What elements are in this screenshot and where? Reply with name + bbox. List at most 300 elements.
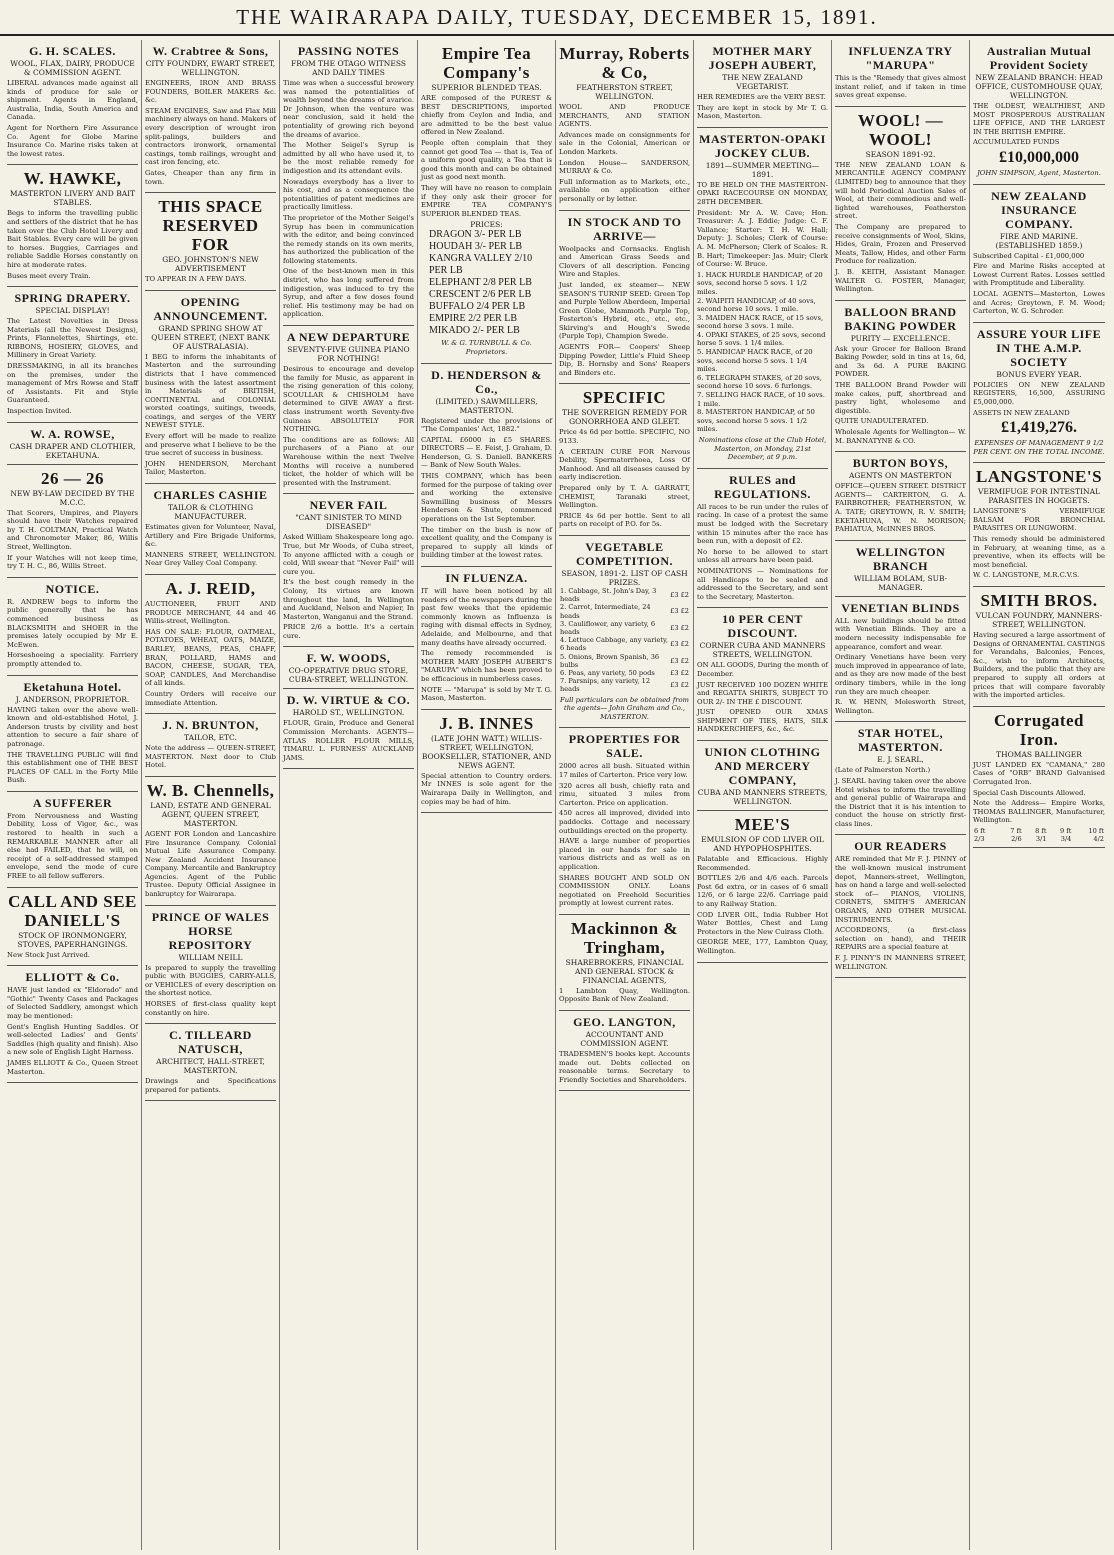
advertisement [835,301,966,453]
ad-subtitle: NEW ZEALAND BRANCH: HEAD OFFICE, CUSTOMHOUSE QUAY, WELLINGTON. [975,73,1103,100]
ad-paragraph: Price 4s 6d per bottle. SPECIFIC, NO 9133. [559,428,690,446]
advertisement [145,777,276,906]
advertisement [835,722,966,835]
ad-subtitle: (LIMITED.) SAWMILLERS, MASTERTON. [435,396,538,415]
price-line: HOUDAH 3/- PER LB [429,241,523,253]
ad-title: OPENING ANNOUNCEMENT. [153,294,268,323]
ad-paragraph: JUST LANDED EX "CAMANA," 280 Cases of "ORB" BRAND Galvanised Corrugated Iron. [973,760,1105,786]
ad-subtitle: WILLIAM BOLAM, SUB-MANAGER. [853,573,948,592]
ad-subtitle: WOOL, FLAX, DAIRY, PRODUCE & COMMISSION AGENT. [10,59,135,77]
table-cell: 10 ft [1088,826,1104,835]
ad-footer: Full particulars can be obtained from the agents— John Graham and Co., MASTERTON. [559,695,689,721]
ad-paragraph: The timber on the bush is now of excellent quality, and the Company is prepared to supply all kinds of building timber at the lowest rates. [421,525,552,560]
price-table [559,587,690,694]
ad-title: BURTON BOYS, [852,456,949,471]
price-table [973,827,1105,843]
ad-paragraph: JOHN HENDERSON, Merchant Tailor, Masterton. [145,459,276,477]
ad-paragraph: NOMINATIONS — Nominations for all Handicaps to be sealed and addressed to the Secretary, and sent to the Secretary, Masterton. [697,566,828,601]
ad-title: RULES and REGULATIONS. [714,472,811,501]
table-cell: 9 ft [1059,826,1072,835]
ad-paragraph: HAVE just landed ex "Eldorado" and "Gothic" Twenty Cases and Packages of Selected Saddlery, amongst which may be mentioned: [7,986,138,1020]
ad-title: PASSING NOTES [297,44,400,58]
ad-paragraph: The Latest Novelties in Dress Materials (all the Newest Designs), Prints, Flannelettes, Shirtings, etc. RIBBONS, HOSIERY, GLOVES, and Millinery in Great Variety. [7,317,138,360]
newspaper-columns [4,40,1110,1550]
ad-paragraph: MANNERS STREET, WELLINGTON. Near Grey Valley Coal Company. [145,550,276,568]
ad-paragraph: They will have no reason to complain if they only ask their grocer for EMPIRE TEA COMPANY'S SUPERIOR BLENDED TEAS. [421,183,552,218]
ad-paragraph: ON ALL GOODS, During the month of December. [697,661,828,678]
ad-footer: Nominations close at the Club Hotel, Masterton, on Monday, 21st December, at 9 p.m. [698,436,827,462]
table-cell: 6 ft [974,826,986,835]
ad-paragraph: This is the "Remedy that gives almost instant relief, and if taken in time saves great expense. [835,74,966,100]
ad-paragraph: CAPITAL £6000 in £5 SHARES. DIRECTORS — E. Feist, J. Graham, D. Henderson, G. S. Daniell. BANKERS — Bank of New South Wales. [421,435,552,470]
advertisement [835,452,966,541]
advertisement [7,40,138,165]
ad-subtitle: CITY FOUNDRY, EWART STREET, WELLINGTON. [145,59,276,77]
ad-paragraph: F. J. PINNY'S IN MANNERS STREET, WELLINGTON. [835,954,966,971]
advertisement [145,906,276,1025]
ad-title: Empire Tea Company's [441,44,532,82]
column-4 [418,40,556,1550]
ad-paragraph: TO APPEAR IN A FEW DAYS. [145,275,247,284]
masthead: THE WAIRARAPA DAILY, TUESDAY, DECEMBER 15, 1891. [0,0,1114,36]
ad-title: ASSURE YOUR LIFE IN THE A.M.P. SOCIETY [976,326,1102,369]
ad-paragraph: Drawings and Specifications prepared for patients. [145,1077,276,1094]
ad-paragraph: GEORGE MEE, 177, Lambton Quay, Wellington. [697,938,828,955]
advertisement [559,728,690,915]
ad-title: UNION CLOTHING AND MERCERY COMPANY, [704,745,821,788]
ad-title: A NEW DEPARTURE [286,330,411,345]
table-cell: 7 ft [1010,826,1022,835]
ad-title: GEO. LANGTON, [573,1015,676,1030]
table-cell: 4. Lettuce Cabbage, any variety, 6 heads [560,636,668,653]
ad-title: Eketahuna Hotel. [23,679,122,694]
ad-title: A SUFFERER [32,795,113,810]
ad-paragraph: NOTE — "Marupa" is sold by Mr T. G. Mason, Masterton. [421,685,552,703]
ad-title: A. J. REID, [165,579,256,598]
table-row [973,827,1105,835]
ad-paragraph: Just landed, ex steamer— NEW SEASON'S TURNIP SEED: Green Top and Purple Yellow Aberdeen, Imperial Green Globe, Mammoth Purple Top, Fosterton's Hybrid, etc., etc., etc., Skirving's and Hough's Swede (Purple Top), Champion Swede. [559,280,690,341]
ad-title: PRINCE OF WALES HORSE REPOSITORY [151,909,270,952]
price-line: DRAGON 3/- PER LB [429,229,522,241]
ad-paragraph: TRADESMEN'S books kept. Accounts made out. Debts collected on reasonable terms. Secretary to Friendly Societies and Shareholders. [559,1050,690,1084]
ad-subtitle: CASH DRAPER AND CLOTHIER, EKETAHUNA. [9,441,136,460]
price-line: KANGRA VALLEY 2/10 PER LB [429,253,533,277]
ad-paragraph: (Late of Palmerston North.) [835,766,931,775]
ad-paragraph: New Stock Just Arrived. [7,950,90,959]
ad-paragraph: J. B. KEITH, Assistant Manager. WALTER G. FOSTER, Manager, Wellington. [835,267,966,294]
ad-title: SPECIFIC [582,388,667,408]
ad-title: W. Crabtree & Sons, [152,44,269,58]
ad-subtitle: GRAND SPRING SHOW AT QUEEN STREET, (NEXT BANK OF AUSTRALASIA). [151,323,270,351]
ad-paragraph: A CERTAIN CURE FOR Nervous Debility, Spermatorrhoea, Loss Of Manhood. And all diseases caused by early indiscretion. [559,447,690,482]
ad-subtitle: TAILOR, ETC. [184,733,237,743]
ad-paragraph: SHARES BOUGHT AND SOLD ON COMMISSION ONLY. Loans negotiated on Freehold Securities promptly at lowest current rates. [559,873,690,908]
ad-subtitle: ACCOUNTANT AND COMMISSION AGENT. [580,1030,669,1049]
advertisement [283,40,414,326]
advertisement [973,40,1105,185]
ad-subtitle: PURITY — EXCELLENCE. [850,333,951,343]
ad-title: VEGETABLE COMPETITION. [575,539,673,568]
advertisement [697,741,828,811]
ad-subtitle: BONUS EVERY YEAR. [996,369,1082,379]
ad-title: MOTHER MARY JOSEPH AUBERT, [708,44,817,72]
ad-subtitle: THE SOVEREIGN REMEDY FOR GONORRHOEA AND GLEET. [561,408,688,427]
ad-paragraph: LOCAL AGENTS—Masterton, Lowes and Acres; Greytown, F. M. Wood; Carterton, W. G. Schroder. [973,289,1105,316]
table-cell: £2 [680,669,689,677]
ad-subtitle: FIRE AND MARINE. (ESTABLISHED 1859.) [995,231,1083,250]
advertisement [697,469,828,609]
column-8 [970,40,1108,1550]
table-row [559,669,690,677]
table-row [559,620,690,636]
ad-title: SPRING DRAPERY. [14,291,131,306]
ad-title: NEVER FAIL [309,498,388,513]
table-cell: £3 [670,640,679,649]
ad-paragraph: THE NEW ZEALAND LOAN & MERCANTILE AGENCY COMPANY (LIMITED) beg to announce that they will hold Periodical Auction Sales of Wool, at their commodious and well-lighted warehouses, Featherston street. [835,160,966,221]
ad-title: PROPERTIES FOR SALE. [568,732,681,761]
ad-paragraph: THIS COMPANY, which has been formed for the purpose of taking over and working the extensive Sawmilling business of Messrs Henderson & Shute, commenced operations on the 1st September. [421,472,552,524]
table-cell: £3 [670,623,679,632]
ad-paragraph: Time was when a successful brewery was named the potentialities of wealth beyond the dreams of avarice. Dr Johnson, when the venture was near conclusion, said it held the potentiality of growing rich beyond the dreams of avarice. [283,79,414,139]
price-line: ELEPHANT 2/8 PER LB [429,277,532,289]
advertisement [283,647,414,689]
ad-title: VENETIAN BLINDS [841,600,960,615]
ad-paragraph: QUITE UNADULTERATED. [835,417,929,426]
ad-paragraph: Note the address — QUEEN-STREET, MASTERTON. Next door to Club Hotel. [145,744,276,770]
ad-paragraph: PRICE 2/6 a bottle. It's a certain cure. [283,623,414,640]
ad-paragraph: Gates, Cheaper than any firm in town. [145,168,276,186]
ad-paragraph: HAVE a large number of properties placed in our hands for sale in various districts and as well as on application. [559,837,690,871]
ad-title: W. HAWKE, [23,169,122,189]
advertisement [283,326,414,494]
ad-paragraph: This remedy should be administered in February, at weaning time, as a preventive, when its effects will be most beneficial. [973,535,1105,569]
ad-paragraph: Having secured a large assortment of Designs of ORNAMENTAL CASTINGS for Verandahs, Balconies, Fences, &c., wish to inform Architects, Builders, and the public that they are prepared to supply all orders at prices that will compare favorably with the imported articles. [973,631,1105,700]
ad-paragraph: The proprietor of the Mother Seigel's Syrup has been in communication with the editor, and being convinced the remedy stands on its own merits, has authorized the publication of the following statements. [283,213,414,265]
advertisement [697,128,828,469]
ad-paragraph: J. SEARL having taken over the above Hotel wishes to inform the travelling and general public of Wairarapa and the District that it is his intention to conduct the house on strictly first-class lines. [835,776,966,828]
ad-paragraph: Begs to inform the travelling public and settlers of the district that he has taken over the Club Hotel Livery and Bait Stables. Every care will be given to horses. Buggies, Carriages and reliable Saddle Horses constantly on hire at moderate rates. [7,209,138,269]
table-cell: £2 [680,591,689,600]
advertisement [7,888,138,967]
table-cell: 2/3 [974,835,985,844]
ad-title: F. W. WOODS, [306,651,391,666]
advertisement [697,811,828,963]
column-5 [556,40,694,1550]
ad-paragraph: W. C. LANGSTONE, M.R.C.V.S. [973,571,1080,580]
race-item: 2. WAIPITI HANDICAP, of 40 sovs, second horse 10 sovs. 1 mile. [697,296,816,314]
column-1 [4,40,142,1550]
table-row [973,835,1105,843]
ad-paragraph: Every effort will be made to realize and preserve what I believe to be the true secret of success in business. [145,432,276,458]
ad-paragraph: People often complain that they cannot get good Tea — that is, Tea of a uniform good quality, a Tea that is good this month and can be obtained just as good next month. [421,138,552,182]
ad-footer: EXPENSES OF MANAGEMENT 9 1/2 PER CENT. ON THE TOTAL INCOME. [973,439,1105,456]
table-cell: 3/4 [1060,835,1072,844]
price-line: EMPIRE 2/2 PER LB [429,313,518,325]
ad-paragraph: Ask your Grocer for Balloon Brand Baking Powder, sold in tins at 1s, 6d, and 3s 6d. A PURE BAKING POWDER. [835,344,966,379]
ad-subtitle: THE NEW ZEALAND VEGETARIST. [722,73,803,91]
advertisement [145,575,276,714]
ad-subtitle: STOCK OF IRONMONGERY, STOVES, PAPERHANGINGS. [17,930,128,949]
ad-paragraph: HAS ON SALE: FLOUR, OATMEAL, POTATOES, WHEAT, OATS, MAIZE, BARLEY, BEANS, PEAS, CHAFF, BRAN, POLLARD, HAMS and BACON, CHEESE, SUGAR, TEA, SOAP, CANDLES, And Merchandise of all kinds. [145,627,276,688]
ad-title: OUR READERS [854,839,947,854]
ad-paragraph: DRESSMAKING, in all its branches on the premises, under the management of Mrs Rowse and Staff of Assistants. Fit and Style Guaranteed. [7,362,138,405]
ad-subtitle: CORNER CUBA AND MANNERS STREETS, WELLINGTON. [699,641,826,660]
ad-title: G. H. SCALES. [29,44,116,58]
advertisement [421,40,552,364]
ad-paragraph: LANGSTONE'S VERMIFUGE BALSAM FOR BRONCHIAL PARASITES OR LUNGWORM. [973,507,1105,533]
ad-subtitle: SUPERIOR BLENDED TEAS. [431,83,542,92]
ad-title: CALL AND SEE DANIELL'S [8,891,137,930]
ad-paragraph: POLICIES ON NEW ZEALAND REGISTERS, 16,500, ASSURING £5,000,000. [973,380,1105,406]
race-item: 3. MAIDEN HACK RACE, of 15 sovs, second horse 3 sovs. 1 mile. [697,313,824,331]
table-cell: £2 [680,623,689,632]
ad-paragraph: BOTTLES 2/6 and 4/6 each. Parcels Post 6d extra, or in cases of 6 small 12/6, or 6 large 22/6. Carriage paid to any Railway Station. [697,874,828,909]
ad-title: BALLOON BRAND BAKING POWDER [844,304,957,333]
ad-title: J. N. BRUNTON, [162,718,259,733]
ad-subtitle: (LATE JOHN WATT.) WILLIS-STREET, WELLINGTON, BOOKSELLER, STATIONER, AND NEWS AGENT. [421,733,552,770]
ad-title: MEE'S [734,815,791,835]
ad-title: 26 — 26 [41,468,104,488]
ad-title: WOOL! — WOOL! [857,110,944,149]
ad-paragraph: THE OLDEST, WEALTHIEST, AND MOST PROSPEROUS AUSTRALIAN LIFE OFFICE, AND THE LARGEST IN THE BRITISH EMPIRE. [973,102,1105,136]
table-cell: £2 [680,681,689,690]
ad-paragraph: Inspection Invited. [7,407,72,416]
advertisement [973,185,1105,323]
advertisement [7,165,138,287]
ad-paragraph: JUST OPENED OUR XMAS SHIPMENT OF TIES, HATS, SILK HANDKERCHIEFS, &c., &c. [697,708,828,734]
ad-subtitle: SHAREBROKERS, FINANCIAL AND GENERAL STOCK & FINANCIAL AGENTS, [565,957,684,985]
ad-paragraph: 2000 acres all bush. Situated within 17 miles of Carterton. Price very low. [559,762,690,779]
ad-paragraph: Registered under the provisions of "The Companies' Act, 1882." [421,416,552,434]
ad-title: WELLINGTON BRANCH [855,544,946,573]
ad-subtitle: VERMIFUGE FOR INTESTINAL PARASITES IN HOGGETS. [977,487,1100,506]
ad-paragraph: Special attention to Country orders. Mr INNES is sole agent for the Wairarapa Daily in Wellington, and copies may be had of him. [421,771,552,806]
advertisement [145,193,276,291]
ad-title: J. B. INNES [439,713,534,733]
price-line: MIKADO 2/- PER LB [429,325,520,337]
advertisement [283,689,414,769]
ad-paragraph: ASSETS IN NEW ZEALAND [973,408,1070,417]
race-item: 1. HACK HURDLE HANDICAP, of 20 sovs, second horse 5 sovs. 1 1/2 miles. [697,270,823,296]
ad-paragraph: STEAM ENGINES, Saw and Flax Mill machinery always on hand. Makers of every description of wrought iron split-palings, builders and contractors ironwork, ornamental castings, tomb railings, wrought and cast iron fencing, etc. [145,106,276,167]
advertisement [835,107,966,301]
ad-paragraph: THE BALLOON Brand Powder will make cakes, puff, shortbread and pastry light, wholesome and digestible. [835,381,966,415]
ad-subtitle: MASTERTON LIVERY AND BAIT STABLES. [9,189,136,208]
race-item: 8. MASTERTON HANDICAP, of 50 sovs, second horse 5 sovs. 1 1/2 miles. [697,408,815,434]
ad-subtitle: AGENTS ON MASTERTON [848,471,952,481]
ad-paragraph: Wholesale Agents for Wellington— W. M. BANNATYNE & CO. [835,428,966,445]
ad-subtitle: E. J. SEARL, [877,755,924,765]
ad-subtitle: "CANT SINISTER TO MIND DISEASED" [295,513,402,532]
ad-paragraph: AGENT FOR London and Lancashire Fire Insurance Company. Colonial Mutual Life Assurance Company. New Zealand Accident Insurance Company. Mercantile and Bankruptcy Agencies. Agent of the Public Trustee. Deputy Official Assignee in bankruptcy for Wairarapa. [145,829,276,899]
table-cell: £2 [680,607,689,616]
ad-paragraph: ARE composed of the PUREST & BEST DESCRIPTIONS, imported chiefly from Ceylon and India, and are admitted to be the best value offered in New Zealand. [421,94,552,137]
ad-title: IN STOCK AND TO ARRIVE— [567,214,682,243]
ad-paragraph: COD LIVER OIL, India Rubber Hot Water Bottles, Chest and Lung Protectors in the New Cuirass Cloth. [697,910,828,936]
ad-paragraph: 320 acres all bush, chiefly rata and rimu, situated 3 miles from Carterton. Price on application. [559,781,690,807]
table-cell: 2. Carrot, Intermediate, 24 heads [560,603,651,620]
ad-title: Murray, Roberts & Co, [559,44,690,82]
ad-paragraph: Note the Address— Empire Works, THOMAS BALLINGER, Manufacturer, Wellington. [973,799,1105,825]
ad-paragraph: 1 Lambton Quay, Wellington. Opposite Bank of New Zealand. [559,986,690,1004]
table-row [559,636,690,652]
ad-title: D. W. VIRTUE & CO. [286,693,411,708]
ad-paragraph: They are kept in stock by Mr T. G. Mason, Masterton. [697,103,828,121]
table-cell: £3 [670,607,679,616]
ad-subtitle: J. ANDERSON, PROPRIETOR. [15,694,130,704]
table-cell: 3/1 [1035,835,1047,844]
ad-paragraph: The conditions are as follows: All purchasers of a Piano at our Warehouse within the next Twelve Months will receive a numbered ticket, the holder of which will be presented with the Instrument. [283,435,414,487]
ad-paragraph: From Nervousness and Wasting Debility, Loss of Vigor, &c., was restored to health in such a REMARKABLE MANNER after all else had FAILED, that he will, on receipt of a self-addressed stamped envelope, send the mode of cure FREE to all fellow sufferers. [7,811,138,881]
ad-subtitle: WILLIAM NEILL [178,952,243,962]
ad-paragraph: OFFICE—QUEEN STREET. DISTRICT AGENTS— CARTERTON, G. A. FAIRBROTHER; FEATHERSTON, W. A. TATE; GREYTOWN, R. V. SMITH; EKETAHUNA, W. N. MORISON; PAHIATUA, McINNES BROS. [835,482,966,534]
advertisement [835,40,966,107]
race-item: 5. HANDICAP HACK RACE, of 20 sovs, second horse 5 sovs. 1 1/4 miles. [697,348,813,374]
ad-title: D. HENDERSON & Co., [431,367,542,396]
ad-subtitle: NEW BY-LAW DECIDED BY THE M.C.C. [10,488,135,507]
prices-heading: PRICES: [470,220,503,230]
table-cell: 6. Peas, any variety, 50 pods [560,669,655,677]
advertisement [559,1011,690,1091]
race-item: 4. OPAKI STAKES, of 25 sovs, second horse 5 sovs. 1 1/4 miles. [697,330,826,348]
ad-subtitle: HAROLD ST., WELLINGTON. [292,708,405,718]
column-6 [694,40,832,1550]
advertisement [145,1024,276,1101]
table-cell: 8 ft [1035,826,1047,835]
ad-paragraph: One of the best-known men in this district, who has long suffered from indigestion, was induced to try the Syrup, and after a few doses found relief. His testimony may be had on application. [283,267,414,319]
ad-title: LANGSTONE'S [975,467,1103,487]
ad-title: SMITH BROS. [980,591,1098,611]
ad-paragraph: Country Orders will receive our immediate Attention. [145,689,276,707]
ad-subtitle: TAILOR & CLOTHING MANUFACTURER. [167,503,254,522]
ad-paragraph: 450 acres all improved, divided into paddocks. Cottage and necessary outbuildings erected on the property. [559,809,690,835]
advertisement [835,541,966,597]
ad-amount: £10,000,000 [999,148,1079,166]
advertisement [7,423,138,465]
column-2 [142,40,280,1550]
ad-paragraph: IT will have been noticed by all readers of the newspapers during the past few weeks that the epidemic commonly known as Influenza is raging with dismal effects in Sydney, Adelaide, and Melbourne, and that many deaths have already occurred. [421,587,552,647]
ad-title: NOTICE. [45,581,100,596]
ad-paragraph: HORSES of first-class quality kept constantly on hire. [145,1000,276,1017]
ad-paragraph: Palatable and Efficacious. Highly Recommended. [697,855,828,872]
table-row [559,603,690,619]
ad-title: NEW ZEALAND INSURANCE COMPANY. [991,188,1087,231]
ad-title: W. A. ROWSE, [30,426,115,441]
ad-paragraph: If your Watches will not keep time, try T. H. C., 86, Willis Street. [7,553,138,571]
ad-paragraph: WOOL AND PRODUCE MERCHANTS, AND STATION AGENTS. [559,103,690,129]
race-item: 7. SELLING HACK RACE, of 10 sovs. 1 mile. [697,391,825,408]
advertisement [835,835,966,978]
ad-subtitle: THOMAS BALLINGER [996,749,1082,759]
ad-subtitle: 1891—SUMMER MEETING—1891. [705,160,820,179]
ad-paragraph: I BEG to inform the inhabitants of Masterton and the surrounding districts that I have commenced business with the latest assortment in Materials of BRITISH, CONTINENTAL and COLONIAL worsted coatings, suitings, tweeds, coatings, and serges of the VERY NEWEST STYLE. [145,352,276,430]
ad-title: STAR HOTEL, MASTERTON. [857,726,944,755]
ad-paragraph: Agent for Northern Fire Assurance Co. Agent for Globe Marine Insurance Co. Marine risks taken at the lowest rates. [7,123,138,158]
advertisement [559,536,690,728]
advertisement [697,40,828,128]
ad-paragraph: Subscribed Capital - £1,000,000 [973,251,1085,260]
table-row [559,677,690,693]
column-7 [832,40,970,1550]
table-cell: 3. Cauliflower, any variety, 6 heads [560,619,656,636]
ad-paragraph: Fire and Marine Risks accepted at Lowest Current Rates. Losses settled with Promptitude and Liberality. [973,262,1105,288]
ad-paragraph: Full information as to Markets, etc., available on application either personally or by letter. [559,177,690,203]
advertisement [973,463,1105,587]
ad-subtitle: FROM THE OTAGO WITNESS AND DAILY TIMES [290,59,406,77]
advertisement [145,291,276,484]
advertisement [559,40,690,211]
advertisement [7,465,138,578]
table-cell: £3 [670,656,679,665]
ad-paragraph: Buses meet every Train. [7,271,91,280]
ad-paragraph: HER REMEDIES are the VERY BEST. [697,93,826,101]
ad-subtitle: VULCAN FOUNDRY, MANNERS-STREET, WELLINGTON. [975,611,1103,630]
table-cell: £3 [670,681,679,690]
ad-title: C. TILLEARD NATUSCH, [169,1028,252,1057]
advertisement [559,915,690,1011]
ad-paragraph: All races to be run under the rules of racing. In case of a protest the same must be lodged with the Secretary within 15 minutes after the race has been run, with a deposit of £2. [697,502,828,546]
ad-amount: £1,419,276. [1001,419,1077,437]
ad-paragraph: London House— SANDERSON, MURRAY & Co. [559,158,690,176]
table-cell: 1. Cabbage, St. John's Day, 3 heads [560,586,657,604]
ad-paragraph: Woolpacks and Cornsacks. English and American Grass Seeds and Clovers of all description. Fencing Wire and Staples. [559,244,690,279]
ad-subtitle: SEASON, 1891-2. LIST OF CASH PRIZES. [561,568,688,587]
ad-paragraph: No horse to be allowed to start unless all arrears have been paid. [697,547,828,565]
ad-subtitle: SEASON 1891-92. [865,149,936,159]
advertisement [973,587,1105,707]
ad-subtitle: EMULSION OF COD LIVER OIL AND HYPOPHOSPHITES. [701,835,824,854]
column-3 [280,40,418,1550]
ad-paragraph: JUST RECEIVED 100 DOZEN WHITE and REGATTA SHIRTS, SUBJECT TO OUR 2/- IN THE £ DISCOUNT. [697,680,828,706]
advertisement [421,364,552,568]
ad-paragraph: President: Mr A. W. Cave; Hon. Treasurer: A. J. Eddie; Judge: C. F. Vallance; Starter: T. H. W. Hall; Deputy: J. Scholes; Clerk of Course: A. M. McPherson; Clerk of Scales: R. B. Hart; Timekeeper: Jas. Muir; Clerk of Course: W. Bruce. [697,208,828,269]
advertisement [145,40,276,193]
table-cell: £3 [670,669,679,677]
ad-paragraph: Gent's English Hunting Saddles. Of well-selected Ladies' and Gents' Saddles (high quality and finish). Also a new sole of English Light Harness. [7,1022,138,1057]
ad-paragraph: Desirous to encourage and develop the family for Music, as apparent in the rising generation of this colony, SCOULLAR & CHISHOLM have determined to GIVE AWAY a first-class instrument worth Seventy-five Guineas ABSOLUTELY FOR NOTHING. [283,365,414,434]
advertisement [559,211,690,385]
ad-paragraph: R. W. HENN, Molesworth Street, Wellington. [835,698,966,715]
advertisement [7,966,138,1083]
ad-title: CHARLES CASHIE [153,488,268,503]
price-line: CRESCENT 2/6 PER LB [429,289,532,301]
ad-title: 10 PER CENT DISCOUNT. [722,612,803,641]
ad-paragraph: Advances made on consignments for sale in the Colonial, American or London Markets. [559,130,690,156]
ad-subtitle: GEO. JOHNSTON'S NEW ADVERTISEMENT [162,255,259,274]
table-cell: 7. Parsnips, any variety, 12 heads [560,677,651,694]
ad-paragraph: Special Cash Discounts Allowed. [973,788,1086,797]
ad-title: Corrugated Iron. [994,710,1084,749]
ad-paragraph: AUCTIONEER, FRUIT AND PRODUCE MERCHANT, 44 and 46 Willis-street, Wellington. [145,600,276,626]
advertisement [7,287,138,423]
advertisement [559,384,690,536]
ad-paragraph: ACCORDEONS, (a first-class selection on hand), and THEIR REPAIRS are a special feature at [835,926,966,952]
ad-paragraph: HAVING taken over the above well-known and old-established Hotel, J. Anderson trusts by civility and best attention to secure a fair share of patronage. [7,705,138,748]
ad-footer: JOHN SIMPSON, Agent, Masterton. [977,168,1101,177]
ad-paragraph: JAMES ELLIOTT & Co., Queen Street Masterton. [7,1058,138,1076]
ad-paragraph: THE TRAVELLING PUBLIC will find this establishment one of THE BEST PLACES OF CALL in the Forty Mile Bush. [7,750,138,785]
ad-subtitle: CO-OPERATIVE DRUG STORE, CUBA-STREET, WELLINGTON. [288,666,409,685]
ad-paragraph: Is prepared to supply the travelling public with BUGGIES, CARRY-ALLS, or VEHICLES of every description on the shortest notice. [145,963,276,998]
ad-paragraph: Prepared only by T. A. GARRATT, CHEMIST, Taranaki street, Wellington. [559,484,690,510]
ad-paragraph: Asked William Shakespeare long ago. True, but Mr Woods, of Cuba street, To anyone afflicted with a cough or cold, Will swear that "Never Fail" will cure you. [283,533,414,576]
ad-subtitle: ARCHITECT, HALL-STREET, MASTERTON. [156,1057,265,1076]
ad-paragraph: That Scorers, Umpires, and Players should have their Watches repaired by T. H. COLTMAN, Practical Watch and Chronometer Maker, 86, Willis Street, Wellington. [7,508,138,551]
table-cell: 2/6 [1011,835,1022,844]
table-cell: 5. Onions, Brown Spanish, 36 bulbs [560,652,660,669]
table-row [559,653,690,669]
race-list [697,271,828,434]
